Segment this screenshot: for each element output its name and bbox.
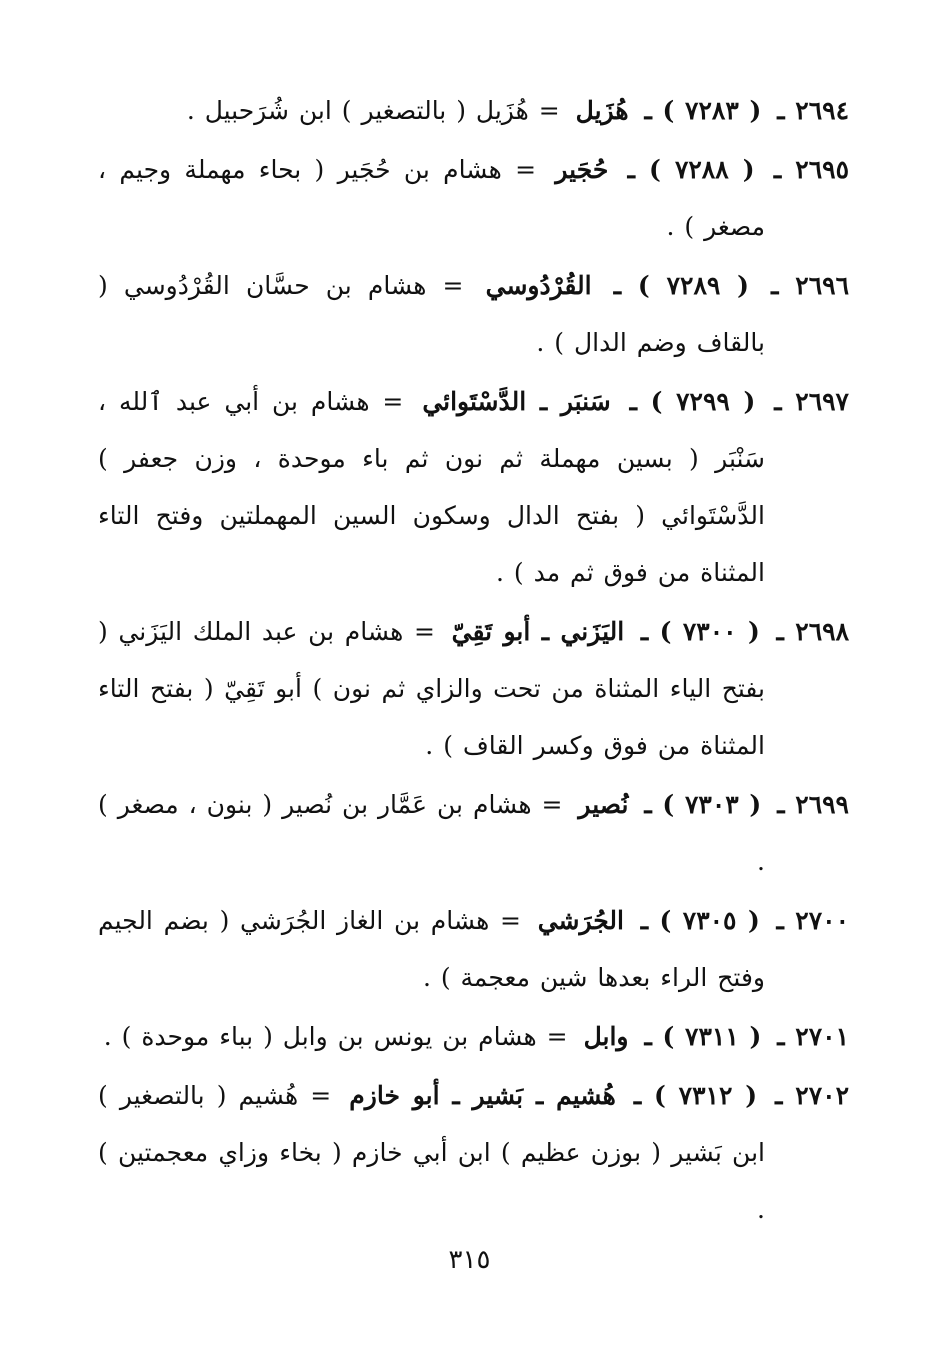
- entry-number: ٢٦٩٧ ـ: [774, 387, 849, 416]
- entry-text: = هشام بن عبد الملك اليَزَني ( بفتح الياء المثناة من تحت والزاي ثم نون ) أبو تَقِيّ ( بفتح التاء المثناة من فوق وكسر القاف ) .: [98, 617, 765, 760]
- entry-2698: [98, 603, 849, 774]
- page-body: [98, 82, 849, 1240]
- entry-text: = هشام بن يونس بن وابل ( بباء موحدة ) .: [103, 1022, 568, 1051]
- entry-text: = هشام بن الغاز الجُرَشي ( بضم الجيم وفتح الراء بعدها شين معجمة ) .: [98, 906, 765, 992]
- entry-2696: [98, 257, 849, 371]
- entry-reference: ( ٧٢٨٨ ) ـ: [627, 155, 755, 184]
- entry-reference: ( ٧٣١٢ ) ـ: [633, 1081, 758, 1110]
- entry-text: = هشام بن أبي عبد ٱلله ، سَنْبَر ( بسين مهملة ثم نون ثم باء موحدة ، وزن جعفر ) الدَّسْتَوائي ( بفتح الدال وسكون السين المهملتين وفتح التاء المثناة من فوق ثم مد ) .: [98, 387, 765, 587]
- entry-2699: [98, 776, 849, 890]
- entry-name: وابل: [583, 1022, 629, 1051]
- entry-number: ٢٦٩٦ ـ: [771, 271, 850, 300]
- entry-text: = هُزَيل ( بالتصغير ) ابن شُرَحبيل .: [186, 96, 560, 125]
- entry-name: اليَزَني ـ أبو تَقِيّ: [451, 617, 625, 646]
- entry-2694: [98, 82, 849, 139]
- entry-2695: [98, 141, 849, 255]
- entry-name: القُرْدُوسي: [485, 271, 592, 300]
- entry-number: ٢٦٩٩ ـ: [777, 790, 849, 819]
- entry-number: ٢٧٠٢ ـ: [775, 1081, 849, 1110]
- entry-2697: [98, 373, 849, 601]
- entry-text: = هشام بن حسَّان القُرْدُوسي ( بالقاف وضم الدال ) .: [98, 271, 765, 357]
- entry-text: = هشام بن حُجَير ( بحاء مهملة وجيم ، مصغر ) .: [98, 155, 765, 241]
- entry-reference: ( ٧٣٠٥ ) ـ: [640, 906, 760, 935]
- entry-reference: ( ٧٣٠٣ ) ـ: [644, 790, 762, 819]
- entry-text: = هشام بن عَمَّار بن نُصير ( بنون ، مصغر ) .: [98, 790, 765, 876]
- entry-name: سَنبَر ـ الدَّسْتَوائي: [422, 387, 611, 416]
- entry-name: حُجَير: [555, 155, 609, 184]
- entry-reference: ( ٧٢٨٣ ) ـ: [644, 96, 762, 125]
- entry-2701: [98, 1008, 849, 1065]
- entry-name: هُشيم ـ بَشير ـ أبو خازم: [349, 1081, 616, 1110]
- entry-name: الجُرَشي: [537, 906, 624, 935]
- entry-number: ٢٦٩٤ ـ: [777, 96, 849, 125]
- entry-text: = هُشيم ( بالتصغير ) ابن بَشير ( بوزن عظيم ) ابن أبي خازم ( بخاء وزاي معجمتين ) .: [98, 1081, 765, 1224]
- entry-name: هُزَيل: [575, 96, 629, 125]
- entry-reference: ( ٧٢٨٩ ) ـ: [613, 271, 749, 300]
- entry-2700: [98, 892, 849, 1006]
- entry-number: ٢٦٩٨ ـ: [776, 617, 849, 646]
- entry-reference: ( ٧٢٩٩ ) ـ: [629, 387, 756, 416]
- entry-number: ٢٦٩٥ ـ: [773, 155, 850, 184]
- entry-name: نُصير: [578, 790, 629, 819]
- entry-reference: ( ٧٣١١ ) ـ: [644, 1022, 762, 1051]
- page-number: ٣١٥: [448, 1245, 491, 1275]
- entry-number: ٢٧٠١ ـ: [777, 1022, 849, 1051]
- entry-number: ٢٧٠٠ ـ: [776, 906, 850, 935]
- entry-2702: [98, 1067, 849, 1238]
- entry-reference: ( ٧٣٠٠ ) ـ: [640, 617, 760, 646]
